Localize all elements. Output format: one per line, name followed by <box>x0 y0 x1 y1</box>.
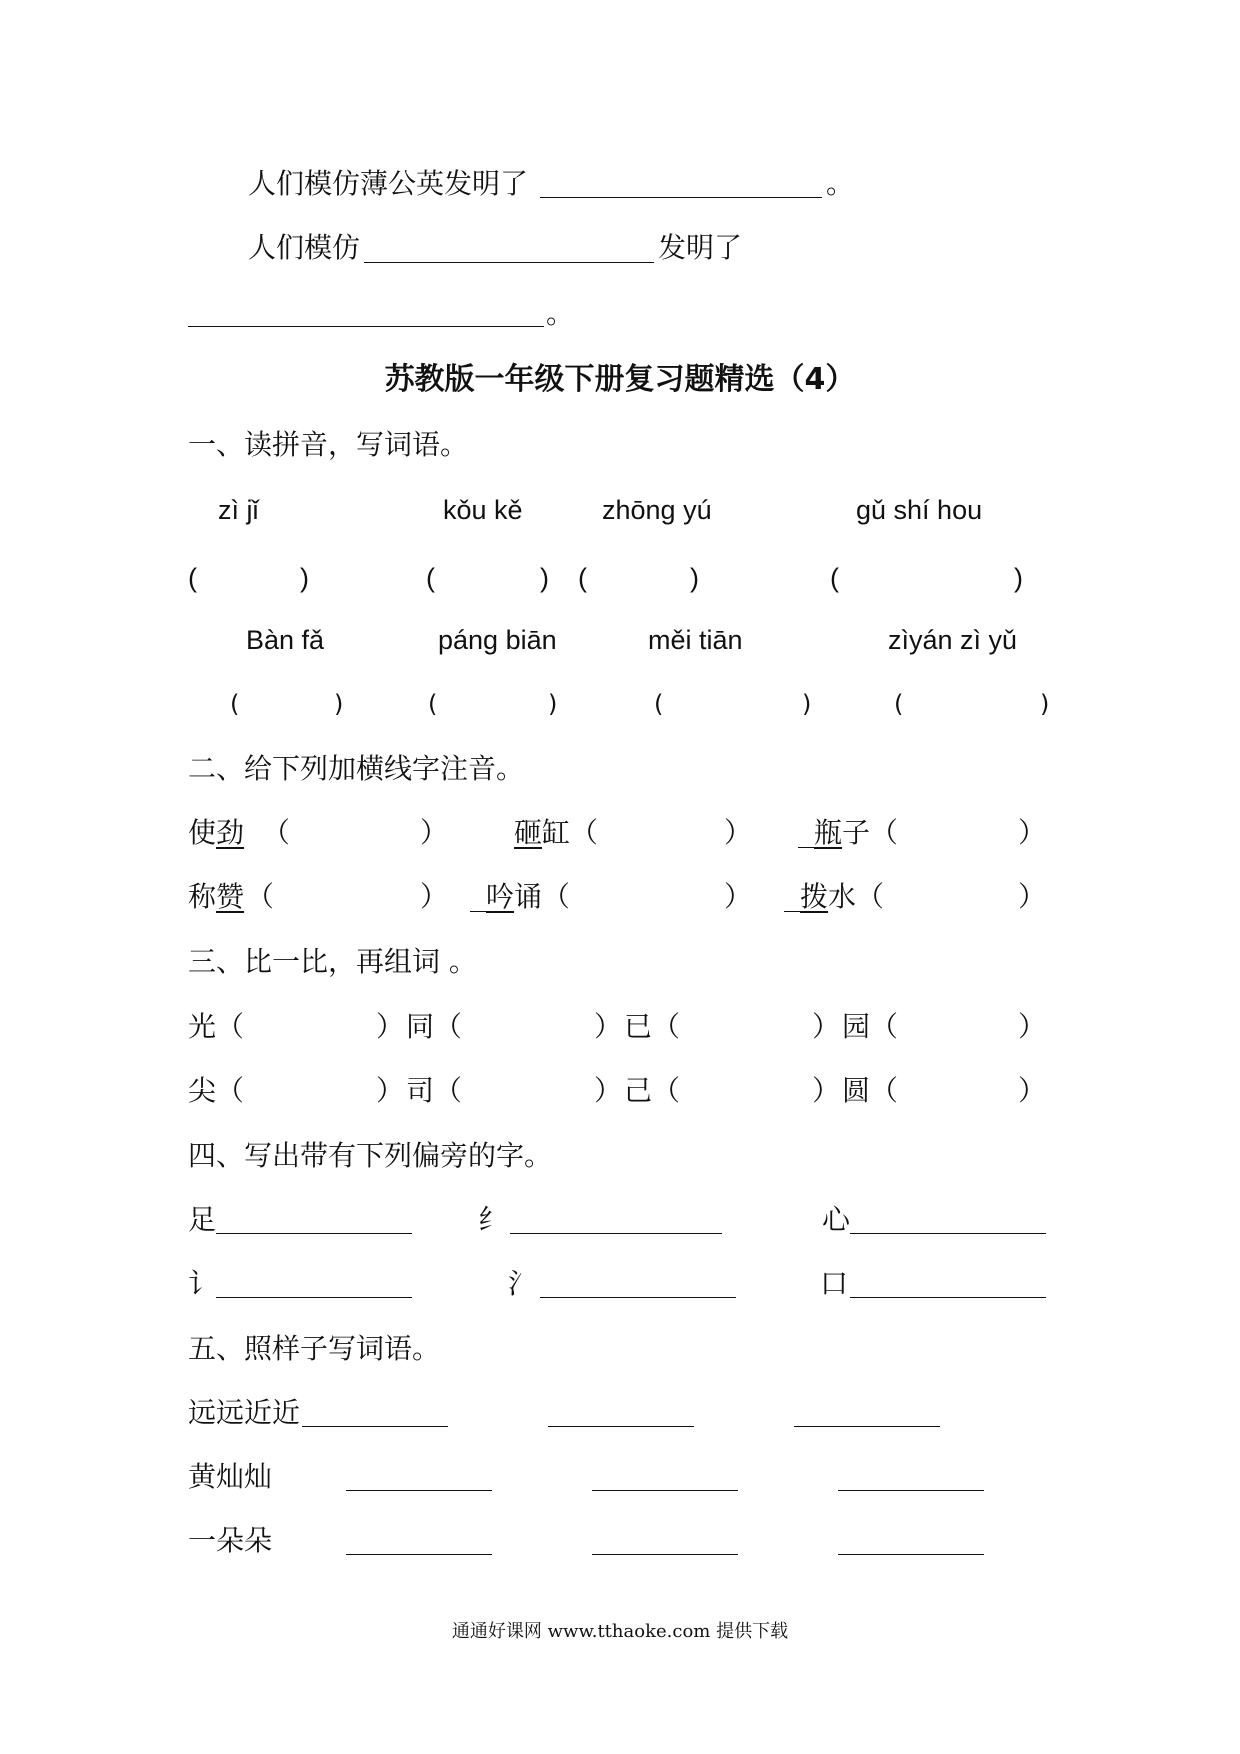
pinyin-pang-bian: páng biān <box>438 625 557 655</box>
s3-char-tong: 同 <box>406 1010 435 1043</box>
s2-underlined-char: 拨 <box>800 880 829 913</box>
s2-underlined-char: 吟 <box>486 880 515 913</box>
s5-blank-3-1[interactable] <box>346 1554 492 1555</box>
s4-radical-xin: 心 <box>822 1203 851 1236</box>
s2-word-char: 缸 <box>542 816 571 849</box>
s3r1-open-3: （ <box>652 1010 681 1043</box>
s3r1-close-4: ） <box>1018 1010 1047 1043</box>
s2r1-close-1: ） <box>420 816 449 849</box>
s2-underlined-char: 赞 <box>216 880 245 913</box>
s1r2-close-4: ) <box>1040 690 1050 718</box>
s5-blank-3-2[interactable] <box>592 1554 738 1555</box>
pinyin-gu-shi-hou: gǔ shí hou <box>856 495 983 525</box>
s5-blank-2-2[interactable] <box>592 1490 738 1491</box>
s1r1-open-1: ( <box>188 563 197 593</box>
s2r2-close-3: ） <box>1018 880 1047 913</box>
pinyin-zi-ji: zì jǐ <box>218 495 259 525</box>
pinyin-ban-fa: Bàn fǎ <box>246 625 325 655</box>
s4-radical-zu: 足 <box>188 1203 217 1236</box>
s2r1-close-3: ） <box>1018 816 1047 849</box>
s2r2-close-1: ） <box>420 880 449 913</box>
s2r2-open-2: （ <box>542 880 571 913</box>
s3r2-close-2: ） <box>594 1074 623 1107</box>
s2-word-char: 子 <box>842 816 871 849</box>
s2r1-close-2: ） <box>724 816 753 849</box>
s5-blank-1-3[interactable] <box>794 1426 940 1427</box>
s1r1-close-4: ) <box>1014 563 1023 593</box>
s3r1-open-4: （ <box>870 1010 899 1043</box>
s1r1-close-1: ) <box>300 563 309 593</box>
s2r2-open-1: （ <box>246 880 275 913</box>
s4-radical-kou: 口 <box>820 1267 849 1300</box>
s2-word-cheng-zan <box>188 879 244 915</box>
section2-heading: 二、给下列加横线字注音。 <box>188 752 525 785</box>
s3-char-si: 司 <box>406 1074 435 1107</box>
s2r2-open-3: （ <box>856 880 885 913</box>
page-title: 苏教版一年级下册复习题精选（4） <box>384 362 856 397</box>
s4-radical-si: 纟 <box>478 1203 507 1236</box>
intro-line2-mid: 发明了 <box>658 231 743 264</box>
s1r2-open-1: ( <box>230 690 240 718</box>
s3r2-open-2: （ <box>434 1074 463 1107</box>
s5-blank-3-3[interactable] <box>838 1554 984 1555</box>
s2-underline-lead-2 <box>470 911 486 912</box>
s2-word-char: 水 <box>828 880 857 913</box>
page-footer: 通通好课网 www.tthaoke.com 提供下载 <box>451 1621 789 1642</box>
s3-char-guang: 光 <box>188 1010 217 1043</box>
s1r1-close-2: ) <box>540 563 549 593</box>
s2-word-char: 称 <box>188 880 217 913</box>
s1r2-close-3: ) <box>802 690 812 718</box>
s3-char-ji: 己 <box>624 1074 653 1107</box>
intro-line1-text: 人们模仿薄公英发明了 <box>248 167 529 200</box>
intro-line3-blank[interactable] <box>188 326 544 327</box>
intro-line1-end: 。 <box>826 167 855 200</box>
pinyin-zhong-yu: zhōng yú <box>602 495 712 525</box>
s2r1-open-1: （ <box>262 816 291 849</box>
s4-radical-yan: 讠 <box>188 1267 217 1300</box>
s5-blank-1-1[interactable] <box>302 1426 448 1427</box>
s2-word-char: 诵 <box>514 880 543 913</box>
s2-word-char: 使 <box>188 816 217 849</box>
s3r2-close-1: ） <box>376 1074 405 1107</box>
s3r2-open-1: （ <box>216 1074 245 1107</box>
s4-blank-1[interactable] <box>216 1233 412 1234</box>
section4-heading: 四、写出带有下列偏旁的字。 <box>188 1139 553 1172</box>
s2-word-shi-jin <box>188 815 244 851</box>
s5-example-huangcancan: 黄灿灿 <box>188 1460 273 1493</box>
s4-blank-5[interactable] <box>540 1297 736 1298</box>
s2r1-open-3: （ <box>870 816 899 849</box>
s1r2-close-2: ) <box>548 690 558 718</box>
s2-word-za-gang <box>514 815 570 851</box>
s3-char-yi: 已 <box>624 1010 653 1043</box>
s2r2-close-2: ） <box>724 880 753 913</box>
s1r2-close-1: ) <box>334 690 344 718</box>
s3r1-open-1: （ <box>216 1010 245 1043</box>
s5-example-yuanyuanjinjin: 远远近近 <box>188 1396 301 1429</box>
section3-heading: 三、比一比，再组词 。 <box>188 945 477 978</box>
s3-char-jian: 尖 <box>188 1074 217 1107</box>
s3-char-yuan-garden: 园 <box>842 1010 871 1043</box>
s1r1-open-2: ( <box>426 563 435 593</box>
s1r1-open-4: ( <box>830 563 839 593</box>
s1r2-open-2: ( <box>428 690 438 718</box>
s1r1-close-3: ) <box>690 563 699 593</box>
s2-underlined-char: 劲 <box>216 816 245 849</box>
s2-word-ping-zi <box>814 815 870 851</box>
s3r2-open-3: （ <box>652 1074 681 1107</box>
s2-word-bo-shui <box>800 879 856 915</box>
s3r1-close-2: ） <box>594 1010 623 1043</box>
s4-blank-6[interactable] <box>850 1297 1046 1298</box>
s2-underlined-char: 瓶 <box>814 816 843 849</box>
section1-heading: 一、读拼音，写词语。 <box>188 428 469 461</box>
s4-blank-2[interactable] <box>510 1233 722 1234</box>
intro-line2-text: 人们模仿 <box>248 231 361 264</box>
s3r1-close-1: ） <box>376 1010 405 1043</box>
s2-underline-lead-1 <box>798 847 814 848</box>
pinyin-mei-tian: měi tiān <box>648 625 743 655</box>
s3-char-yuan-round: 圆 <box>842 1074 871 1107</box>
s3r2-close-4: ） <box>1018 1074 1047 1107</box>
s5-blank-2-1[interactable] <box>346 1490 492 1491</box>
s4-radical-shui: 氵 <box>508 1267 537 1300</box>
s3r1-open-2: （ <box>434 1010 463 1043</box>
s2r1-open-2: （ <box>570 816 599 849</box>
s1r1-open-3: ( <box>578 563 587 593</box>
s5-blank-2-3[interactable] <box>838 1490 984 1491</box>
s2-underline-lead-3 <box>784 911 800 912</box>
section5-heading: 五、照样子写词语。 <box>188 1332 441 1365</box>
s3r1-close-3: ） <box>812 1010 841 1043</box>
s5-blank-1-2[interactable] <box>548 1426 694 1427</box>
intro-line3-end: 。 <box>546 297 575 330</box>
pinyin-kou-ke: kǒu kě <box>443 495 523 525</box>
s5-example-yiduoduo: 一朵朵 <box>188 1524 273 1557</box>
s3r2-close-3: ） <box>812 1074 841 1107</box>
s4-blank-3[interactable] <box>850 1233 1046 1234</box>
s2-underlined-char: 砸 <box>514 816 543 849</box>
intro-line1-blank[interactable] <box>540 197 822 198</box>
s1r2-open-4: ( <box>894 690 904 718</box>
s2-word-yin-song <box>486 879 542 915</box>
s1r2-open-3: ( <box>654 690 664 718</box>
pinyin-zi-yan-zi-yu: zìyán zì yǔ <box>888 625 1018 655</box>
s3r2-open-4: （ <box>870 1074 899 1107</box>
intro-line2-blank[interactable] <box>364 262 654 263</box>
s4-blank-4[interactable] <box>216 1297 412 1298</box>
